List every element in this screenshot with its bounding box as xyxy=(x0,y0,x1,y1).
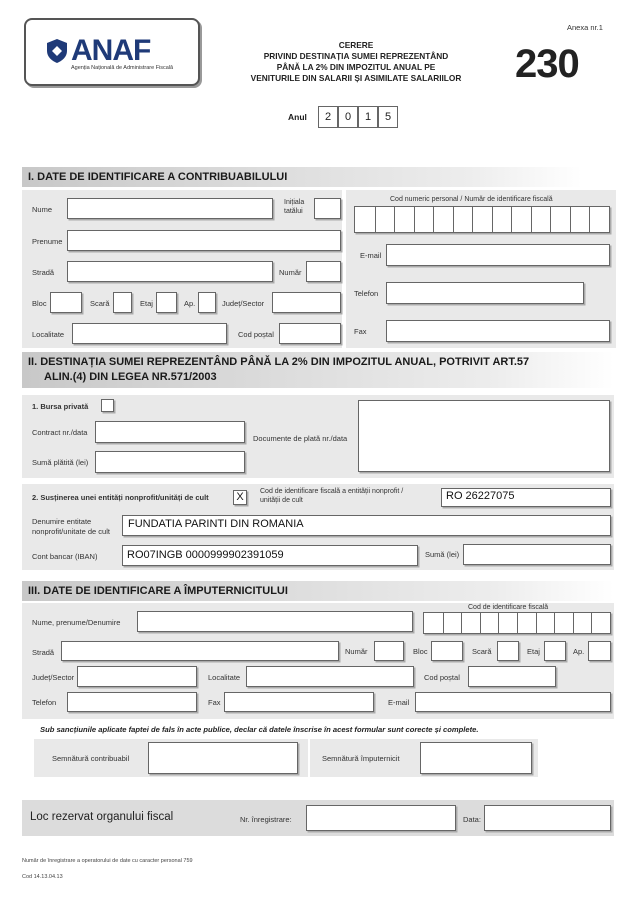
prenume-label: Prenume xyxy=(32,237,63,246)
strada-label: Stradă xyxy=(32,268,55,277)
prenume-input[interactable] xyxy=(67,230,341,251)
year-digit[interactable]: 0 xyxy=(338,106,358,128)
nr-inregistrare-input[interactable] xyxy=(306,805,456,831)
digit-cell-divider xyxy=(531,207,532,232)
digit-cell-divider xyxy=(443,613,444,633)
ap-input[interactable] xyxy=(198,292,216,313)
bloc-label: Bloc xyxy=(32,299,47,308)
digit-cell-divider xyxy=(492,207,493,232)
imp-cod-postal-label: Cod poștal xyxy=(424,673,460,682)
year-digit[interactable]: 1 xyxy=(358,106,378,128)
section2-title-line1: II. DESTINAȚIA SUMEI REPREZENTÂND PÂNĂ LA 2% DIN IMPOZITUL ANUAL, POTRIVIT ART.57 xyxy=(28,356,530,368)
strada-input[interactable] xyxy=(67,261,273,282)
data-input[interactable] xyxy=(484,805,611,831)
bursa-checkbox[interactable] xyxy=(101,399,114,412)
sustinere-checkbox[interactable]: X xyxy=(233,490,247,505)
numar-label: Număr xyxy=(279,268,302,277)
digit-cell-divider xyxy=(472,207,473,232)
iban-label: Cont bancar (IBAN) xyxy=(32,552,98,561)
imp-numar-input[interactable] xyxy=(374,641,404,661)
imp-fax-input[interactable] xyxy=(224,692,374,712)
digit-cell-divider xyxy=(536,613,537,633)
email-label: E-mail xyxy=(360,251,382,260)
declaration-text: Sub sancțiunile aplicate faptei de fals în acte publice, declar că datele înscrise în acest formular sunt corecte și complete. xyxy=(40,725,479,734)
signature-imputernicit-label: Semnătură împuternicit xyxy=(322,754,400,763)
judet-input[interactable] xyxy=(272,292,341,313)
initiala-input[interactable] xyxy=(314,198,341,219)
digit-cell-divider xyxy=(570,207,571,232)
imp-ap-label: Ap. xyxy=(573,647,585,656)
etaj-label: Etaj xyxy=(140,299,153,308)
imp-localitate-label: Localitate xyxy=(208,673,241,682)
imp-email-label: E-mail xyxy=(388,698,410,707)
section1-title: I. DATE DE IDENTIFICARE A CONTRIBUABILULUI xyxy=(22,167,582,187)
numar-input[interactable] xyxy=(306,261,341,282)
nume-input[interactable] xyxy=(67,198,273,219)
nume-label: Nume xyxy=(32,205,53,214)
localitate-label: Localitate xyxy=(32,330,65,339)
imp-numar-label: Număr xyxy=(345,647,368,656)
denumire-label-2: nonprofit/unitate de cult xyxy=(32,527,110,536)
imp-fax-label: Fax xyxy=(208,698,221,707)
cod-postal-label: Cod poștal xyxy=(238,330,274,339)
cif-imp-input[interactable] xyxy=(423,612,611,634)
fiscal-panel-label: Loc rezervat organului fiscal xyxy=(30,811,174,823)
logo-text: ANAF xyxy=(71,34,151,67)
digit-cell-divider xyxy=(589,207,590,232)
section2-title-line2: ALIN.(4) DIN LEGEA NR.571/2003 xyxy=(44,371,217,383)
imp-judet-input[interactable] xyxy=(77,666,197,687)
anaf-shield-icon xyxy=(46,38,68,64)
imp-cod-postal-input[interactable] xyxy=(468,666,556,687)
title-line: CERERE xyxy=(338,40,374,50)
imp-bloc-input[interactable] xyxy=(431,641,463,661)
imp-nume-input[interactable] xyxy=(137,611,413,632)
suma-platita-input[interactable] xyxy=(95,451,245,473)
imp-scara-input[interactable] xyxy=(497,641,519,661)
imp-scara-label: Scară xyxy=(472,647,492,656)
title-line: PÂNĂ LA 2% DIN IMPOZITUL ANUAL PE xyxy=(276,62,436,72)
logo-subtitle: Agenția Națională de Administrare Fiscală xyxy=(71,65,174,71)
digit-cell-divider xyxy=(461,613,462,633)
digit-cell-divider xyxy=(433,207,434,232)
digit-cell-divider xyxy=(573,613,574,633)
telefon-input[interactable] xyxy=(386,282,584,304)
telefon-label: Telefon xyxy=(354,289,379,298)
etaj-input[interactable] xyxy=(156,292,177,313)
imp-ap-input[interactable] xyxy=(588,641,611,661)
form-title xyxy=(222,40,490,84)
year-label: Anul xyxy=(288,112,307,122)
initiala-label: Inițiala xyxy=(284,199,305,206)
documente-input[interactable] xyxy=(358,400,610,472)
suma-label: Sumă (lei) xyxy=(425,550,460,559)
imp-judet-label: Județ/Sector xyxy=(32,673,75,682)
title-line: VENITURILE DIN SALARII ȘI ASIMILATE SALARIILOR xyxy=(250,73,462,83)
digit-cell-divider xyxy=(498,613,499,633)
scara-label: Scară xyxy=(90,299,110,308)
logo xyxy=(46,34,186,72)
initiala-label-2: tatălui xyxy=(284,208,303,215)
imp-etaj-input[interactable] xyxy=(544,641,566,661)
digit-cell-divider xyxy=(554,613,555,633)
annex-label: Anexa nr.1 xyxy=(567,23,603,32)
imp-strada-label: Stradă xyxy=(32,648,55,657)
digit-cell-divider xyxy=(591,613,592,633)
suma-platita-label: Sumă plătită (lei) xyxy=(32,458,89,467)
judet-label: Județ/Sector xyxy=(222,299,265,308)
data-label: Data: xyxy=(463,815,481,824)
scara-input[interactable] xyxy=(113,292,132,313)
digit-cell-divider xyxy=(414,207,415,232)
email-input[interactable] xyxy=(386,244,610,266)
fax-label: Fax xyxy=(354,327,367,336)
signature-contribuabil-input[interactable] xyxy=(148,742,298,774)
section2-title xyxy=(22,352,614,388)
cod-postal-input[interactable] xyxy=(279,323,341,344)
fax-input[interactable] xyxy=(386,320,610,342)
imp-strada-input[interactable] xyxy=(61,641,339,661)
cif-value: RO 26227075 xyxy=(446,490,515,502)
cif-imp-label: Cod de identificare fiscală xyxy=(468,604,549,611)
suma-input[interactable] xyxy=(463,544,611,565)
cnp-input[interactable] xyxy=(354,206,610,233)
digit-cell-divider xyxy=(550,207,551,232)
form-number: 230 xyxy=(515,42,579,86)
signature-imputernicit-input[interactable] xyxy=(420,742,532,774)
imp-email-input[interactable] xyxy=(415,692,611,712)
contract-input[interactable] xyxy=(95,421,245,443)
digit-cell-divider xyxy=(517,613,518,633)
denumire-value: FUNDATIA PARINTI DIN ROMANIA xyxy=(128,518,304,530)
sustinere-label: 2. Susținerea unei entități nonprofit/unități de cult xyxy=(32,493,209,502)
contract-label: Contract nr./data xyxy=(32,428,88,437)
signature-contribuabil-label: Semnătură contribuabil xyxy=(52,754,130,763)
title-line: PRIVIND DESTINAȚIA SUMEI REPREZENTÂND xyxy=(263,51,449,61)
form-code: Cod 14.13.04.13 xyxy=(22,874,63,880)
digit-cell-divider xyxy=(453,207,454,232)
imp-telefon-label: Telefon xyxy=(32,698,57,707)
operator-note: Număr de înregistrare a operatorului de date cu caracter personal 759 xyxy=(22,858,193,864)
localitate-input[interactable] xyxy=(72,323,227,344)
bloc-input[interactable] xyxy=(50,292,82,313)
year-digit[interactable]: 5 xyxy=(378,106,398,128)
imp-nume-label: Nume, prenume/Denumire xyxy=(32,618,121,627)
bursa-label: 1. Bursa privată xyxy=(32,402,89,411)
cif-label: Cod de identificare fiscală a entității nonprofit / xyxy=(260,488,404,495)
documente-label: Documente de plată nr./data xyxy=(253,434,348,443)
digit-cell-divider xyxy=(375,207,376,232)
imp-etaj-label: Etaj xyxy=(527,647,540,656)
nr-inregistrare-label: Nr. înregistrare: xyxy=(240,815,292,824)
iban-value: RO07INGB 0000999902391059 xyxy=(127,549,284,561)
denumire-label: Denumire entitate xyxy=(32,517,92,526)
cnp-label: Cod numeric personal / Număr de identificare fiscală xyxy=(390,196,553,203)
ap-label: Ap. xyxy=(184,299,196,308)
digit-cell-divider xyxy=(511,207,512,232)
cif-label-2: unității de cult xyxy=(260,497,303,504)
digit-cell-divider xyxy=(480,613,481,633)
imp-telefon-input[interactable] xyxy=(67,692,197,712)
imp-localitate-input[interactable] xyxy=(246,666,414,687)
digit-cell-divider xyxy=(394,207,395,232)
imp-bloc-label: Bloc xyxy=(413,647,428,656)
year-digit[interactable]: 2 xyxy=(318,106,338,128)
section3-title: III. DATE DE IDENTIFICARE A ÎMPUTERNICITULUI xyxy=(22,581,614,601)
